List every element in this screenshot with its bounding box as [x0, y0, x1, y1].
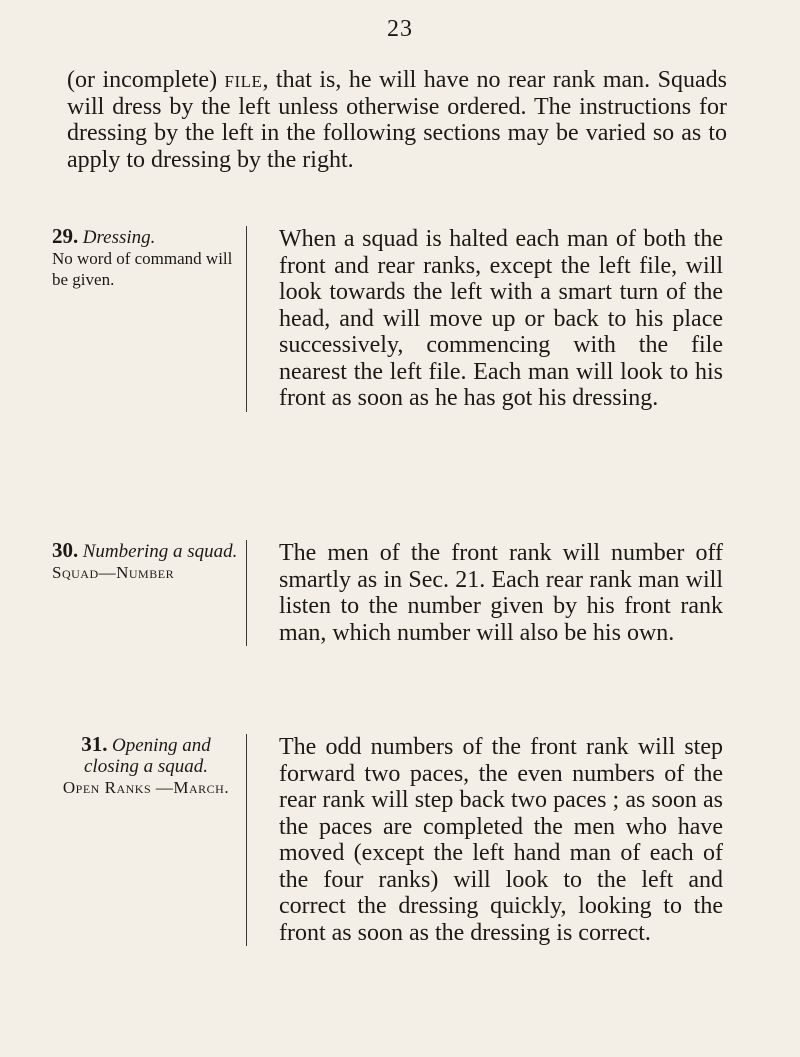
- section-30-number: 30.: [52, 538, 79, 562]
- intro-file-word: file: [224, 67, 263, 93]
- section-30-marginal: [52, 540, 240, 583]
- section-31-marginal: [52, 734, 240, 798]
- intro-paragraph: [67, 67, 727, 173]
- section-31-text: [246, 734, 723, 946]
- section-30-paragraph: The men of the front rank will number off smartly as in Sec. 21. Each rear rank man will listen to the number given by his front rank man, which number will also be his own.: [279, 540, 723, 646]
- section-30-command: Squad—Number: [52, 563, 175, 582]
- section-29-title: Dressing.: [82, 227, 156, 248]
- section-29-note: No word of command will be given.: [52, 249, 233, 289]
- section-29-marginal: [52, 226, 240, 290]
- section-31-command: Open Ranks —March.: [62, 778, 230, 797]
- section-30: [52, 540, 724, 740]
- section-29-text: [246, 226, 723, 412]
- section-29: [52, 226, 724, 526]
- section-31-number: 31.: [81, 732, 108, 756]
- intro-rest: , that is, he will have no rear rank man. Squads will dress by the left unless otherwise ordered. The instructions for dressing by the left in the following sections may be varied so as to apply to dressing by the right.: [67, 67, 727, 173]
- section-29-paragraph: When a squad is halted each man of both the front and rear ranks, except the left file, will look towards the left with a smart turn of the head, and will move up or back to his place successively, commencing with the file nearest the left file. Each man will look to his front as soon as he has got his dressing.: [279, 226, 723, 411]
- section-31-paragraph: The odd numbers of the front rank will step forward two paces, the even numbers of the rear rank will step back two paces ; as soon as the paces are completed the men who have moved (except the left hand man of each of the four ranks) will look to the left and correct the dressing quickly, looking to the front as soon as the dressing is correct.: [279, 734, 723, 946]
- section-30-title: Numbering a squad.: [82, 541, 238, 562]
- section-31: [52, 734, 724, 1034]
- section-30-text: [246, 540, 723, 646]
- section-29-number: 29.: [52, 224, 79, 248]
- page-number: 23: [387, 16, 413, 42]
- section-31-title: Opening and closing a squad.: [83, 735, 211, 777]
- intro-lead: (or incomplete): [67, 67, 218, 93]
